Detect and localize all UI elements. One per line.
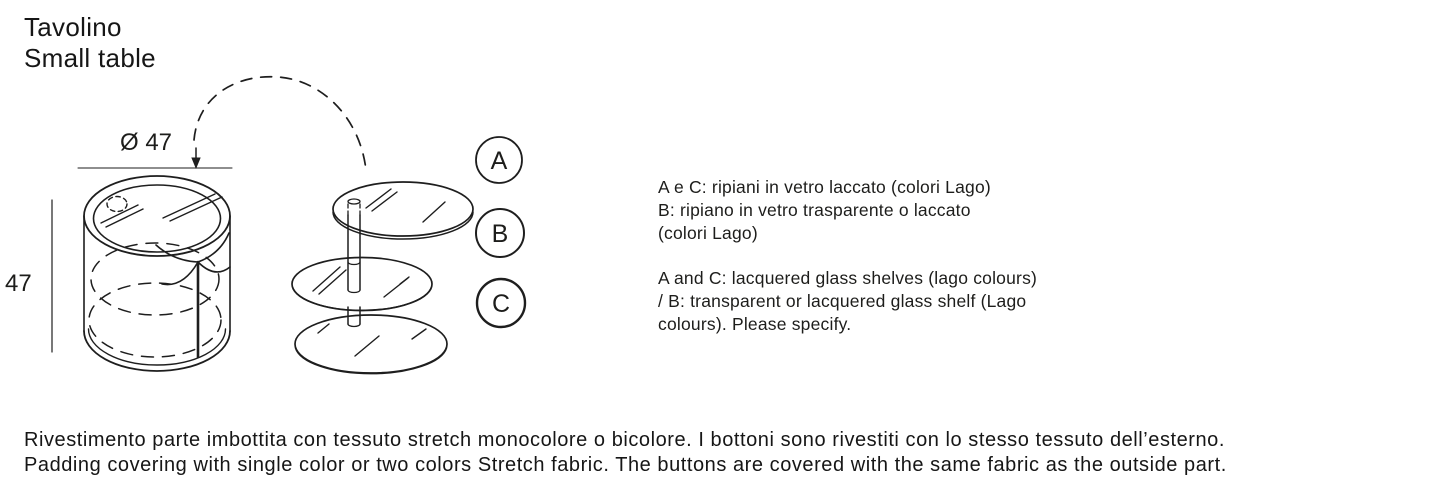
spec-italian-line: (colori Lago) [658,223,758,243]
diameter-arrow-head [191,158,200,170]
shelf-callout-c [477,279,525,327]
spec-gap [658,245,1037,267]
covering-description [24,428,1227,477]
shelf-a-disc [333,182,473,236]
title-italian: Tavolino [24,12,122,42]
hidden-shelf-bottom [89,283,221,357]
technical-drawing [0,60,560,390]
table-top-outer-rim [84,176,230,256]
shelf-c-disc [295,315,447,373]
assembled-table-drawing [84,176,230,371]
shelf-a-reflections [366,189,445,222]
projection-arc [194,77,366,170]
height-dimension [5,200,52,352]
title-english: Small table [24,43,156,73]
shelf-callouts [476,137,525,327]
spec-english-line: A and C: lacquered glass shelves (lago colours) [658,268,1038,288]
diameter-dimension-label: Ø 47 [120,129,173,156]
central-pole [348,199,360,327]
glass-reflection-marks-top [101,194,222,227]
covering-description-english: Padding covering with single color or two colors Stretch fabric. The buttons are covered with the same fabric as the outside part. [24,453,1227,476]
shelf-c-thickness [296,348,447,374]
table-top-inner-rim [94,185,221,252]
fabric-button [107,197,127,212]
spec-italian-line: B: ripiano in vetro trasparente o laccato [658,200,971,220]
shelf-callout-b-label: B [491,220,509,248]
shelf-c-reflections [318,324,426,356]
shelf-specification-text [658,176,1037,336]
shelf-b-reflections [313,267,409,297]
hidden-shelf-middle [91,243,219,315]
spec-english-line: colours). Please specify. [658,314,852,334]
shelf-callout-a-label: A [490,147,508,175]
height-dimension-label: 47 [5,270,32,297]
spec-italian-line: A e C: ripiani in vetro laccato (colori Lago) [658,177,991,197]
exploded-shelves-drawing [292,182,473,374]
covering-description-italian: Rivestimento parte imbottita con tessuto stretch monocolore o bicolore. I bottoni sono rivestiti con lo stesso tessuto dell’esterno. [24,429,1225,451]
shelf-callout-b [476,209,524,257]
shelf-callout-c-label: C [491,290,511,318]
diameter-dimension [78,129,232,169]
spec-english-line: / B: transparent or lacquered glass shelf (Lago [658,291,1027,311]
shelf-callout-a [476,137,522,183]
shelf-a-thickness [333,212,473,239]
